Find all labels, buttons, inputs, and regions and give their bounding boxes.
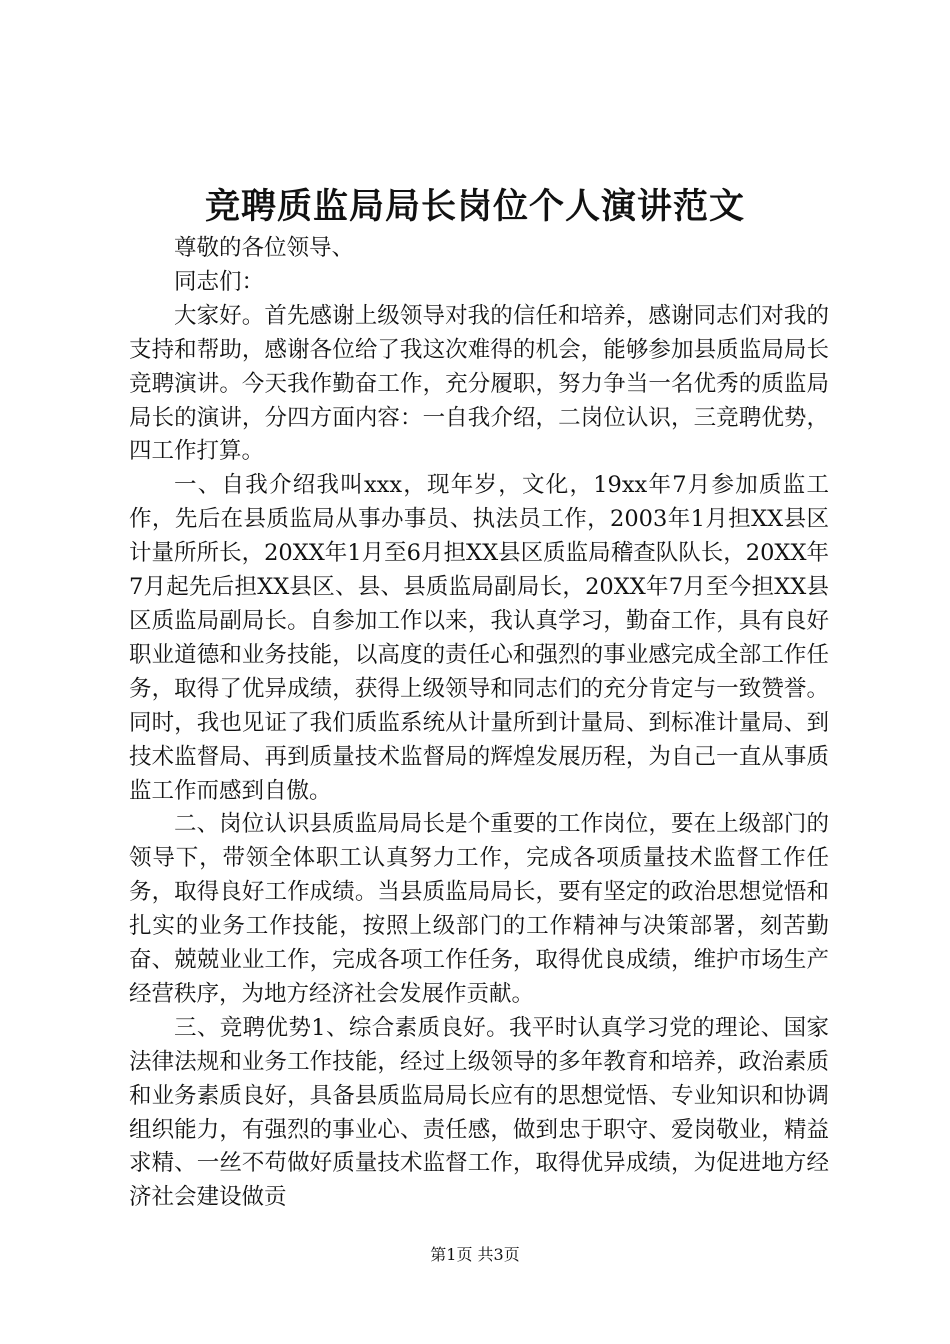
body-paragraph: 三、竞聘优势1、综合素质良好。我平时认真学习党的理论、国家法律法规和业务工作技能，经过上级领导的多年教育和培养，政治素质和业务素质良好，具备县质监局局长应有的思想觉悟、专业知识和协调组织能力，有强烈的事业心、责任感，做到忠于职守、爱岗敬业，精益求精、一丝不苟做好质量技术监督工作，取得优异成绩，为促进地方经济社会建设做贡 (129, 1014, 829, 1211)
salutation-line: 尊敬的各位领导、 (174, 235, 355, 261)
body-paragraph: 一、自我介绍我叫xxx，现年岁，文化，19xx年7月参加质监工作，先后在县质监局从事办事员、执法员工作，2003年1月担XX县区计量所所长，20XX年1月至6月担XX县区质监局稽查队队长，20XX年7月起先后担XX县区、县、县质监局副局长，20XX年7月至今担XX县区质监局副局长。自参加工作以来，我认真学习，勤奋工作，具有良好职业道德和业务技能，以高度的责任心和强烈的事业感完成全部工作任务，取得了优异成绩，获得上级领导和同志们的充分肯定与一致赞誉。同时，我也见证了我们质监系统从计量所到计量局、到标准计量局、到技术监督局、再到质量技术监督局的辉煌发展历程，为自己一直从事质监工作而感到自傲。 (129, 472, 829, 804)
document-title: 竞聘质监局局长岗位个人演讲范文 (204, 186, 745, 227)
salutation-line: 同志们： (174, 268, 265, 295)
document-body (129, 232, 829, 1215)
body-paragraph: 二、岗位认识县质监局局长是个重要的工作岗位，要在上级部门的领导下，带领全体职工认真努力工作，完成各项质量技术监督工作任务，取得良好工作成绩。当县质监局局长，要有坚定的政治思想觉悟和扎实的业务工作技能，按照上级部门的工作精神与决策部署，刻苦勤奋、兢兢业业工作，完成各项工作任务，取得优良成绩，维护市场生产经营秩序，为地方经济社会发展作贡献。 (129, 811, 829, 1007)
page-number-footer: 第1页 共3页 (430, 1245, 520, 1264)
body-paragraph: 大家好。首先感谢上级领导对我的信任和培养，感谢同志们对我的支持和帮助，感谢各位给了我这次难得的机会，能够参加县质监局局长竞聘演讲。今天我作勤奋工作，充分履职，努力争当一名优秀的质监局局长的演讲，分四方面内容：一自我介绍，二岗位认识，三竞聘优势，四工作打算。 (129, 302, 829, 465)
